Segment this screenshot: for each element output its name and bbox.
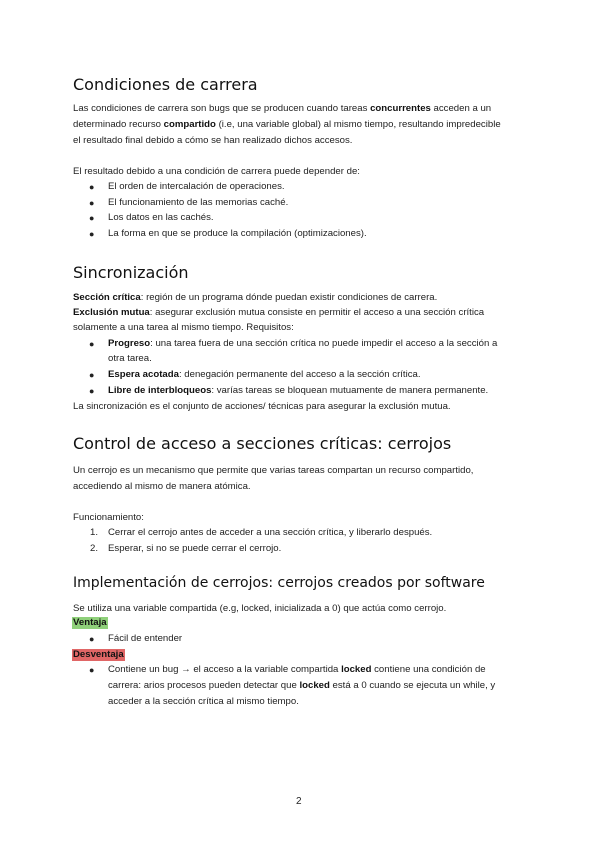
list-item: Libre de interbloqueos: varías tareas se bloquean mutuamente de manera permanente. — [108, 385, 489, 396]
list-item-continuation: acceder a la sección crítica al mismo tiempo. — [108, 696, 299, 707]
list-item: Progreso: una tarea fuera de una sección crítica no puede impedir el acceso a la sección a — [108, 338, 498, 349]
bullet-icon: ● — [89, 665, 95, 675]
bullet-icon: ● — [89, 198, 95, 208]
list-item: Esperar, si no se puede cerrar el cerrojo. — [108, 543, 282, 554]
list-item: El orden de intercalación de operaciones. — [108, 181, 285, 192]
bullet-icon: ● — [89, 213, 95, 223]
paragraph-line: Se utiliza una variable compartida (e.g, locked, inicializada a 0) que actúa como cerrojo. — [73, 603, 447, 614]
heading-implementacion-cerrojos: Implementación de cerrojos: cerrojos creados por software — [73, 575, 485, 591]
desventaja-label: Desventaja — [73, 649, 124, 660]
paragraph-line: determinado recurso compartido (i.e, una variable global) al mismo tiempo, resultando impredecible — [73, 119, 501, 130]
paragraph-line: el resultado final debido a cómo se han realizado dichos accesos. — [73, 135, 353, 146]
heading-sincronizacion: Sincronización — [73, 263, 189, 282]
list-item: El funcionamiento de las memorias caché. — [108, 197, 289, 208]
list-item-continuation: carrera: arios procesos pueden detectar que locked está a 0 cuando se ejecuta un while, y — [108, 680, 496, 691]
paragraph-line: solamente a una tarea al mismo tiempo. Requisitos: — [73, 322, 294, 333]
paragraph-line: Las condiciones de carrera son bugs que se producen cuando tareas concurrentes acceden a un — [73, 103, 492, 114]
paragraph-line: La sincronización es el conjunto de acciones/ técnicas para asegurar la exclusión mutua. — [73, 401, 451, 412]
list-item: Cerrar el cerrojo antes de acceder a una sección crítica, y liberarlo después. — [108, 527, 433, 538]
paragraph-line: Exclusión mutua: asegurar exclusión mutua consiste en permitir el acceso a una sección crítica — [73, 307, 485, 318]
bullet-icon: ● — [89, 634, 95, 644]
paragraph-line: accediendo al mismo de manera atómica. — [73, 481, 251, 492]
ventaja-label: Ventaja — [73, 617, 107, 628]
paragraph-line: Funcionamiento: — [73, 512, 144, 523]
bullet-icon: ● — [89, 339, 95, 349]
bullet-icon: ● — [89, 229, 95, 239]
list-number: 1. — [90, 527, 99, 538]
list-item: La forma en que se produce la compilación (optimizaciones). — [108, 228, 367, 239]
paragraph-line: Un cerrojo es un mecanismo que permite que varias tareas compartan un recurso compartido, — [73, 465, 474, 476]
paragraph-line: Sección crítica: región de un programa dónde puedan existir condiciones de carrera. — [73, 292, 438, 303]
heading-condiciones-carrera: Condiciones de carrera — [73, 75, 258, 94]
heading-control-acceso: Control de acceso a secciones críticas: cerrojos — [73, 434, 452, 453]
list-item-continuation: otra tarea. — [108, 353, 152, 364]
bullet-icon: ● — [89, 386, 95, 396]
list-item: Contiene un bug → el acceso a la variable compartida locked contiene una condición de — [108, 664, 486, 675]
list-item: Fácil de entender — [108, 633, 183, 644]
bullet-icon: ● — [89, 370, 95, 380]
bullet-icon: ● — [89, 182, 95, 192]
paragraph-line: El resultado debido a una condición de carrera puede depender de: — [73, 166, 360, 177]
page-number: 2 — [296, 796, 302, 807]
list-number: 2. — [90, 543, 99, 554]
list-item: Espera acotada: denegación permanente del acceso a la sección crítica. — [108, 369, 421, 380]
list-item: Los datos en las cachés. — [108, 212, 214, 223]
